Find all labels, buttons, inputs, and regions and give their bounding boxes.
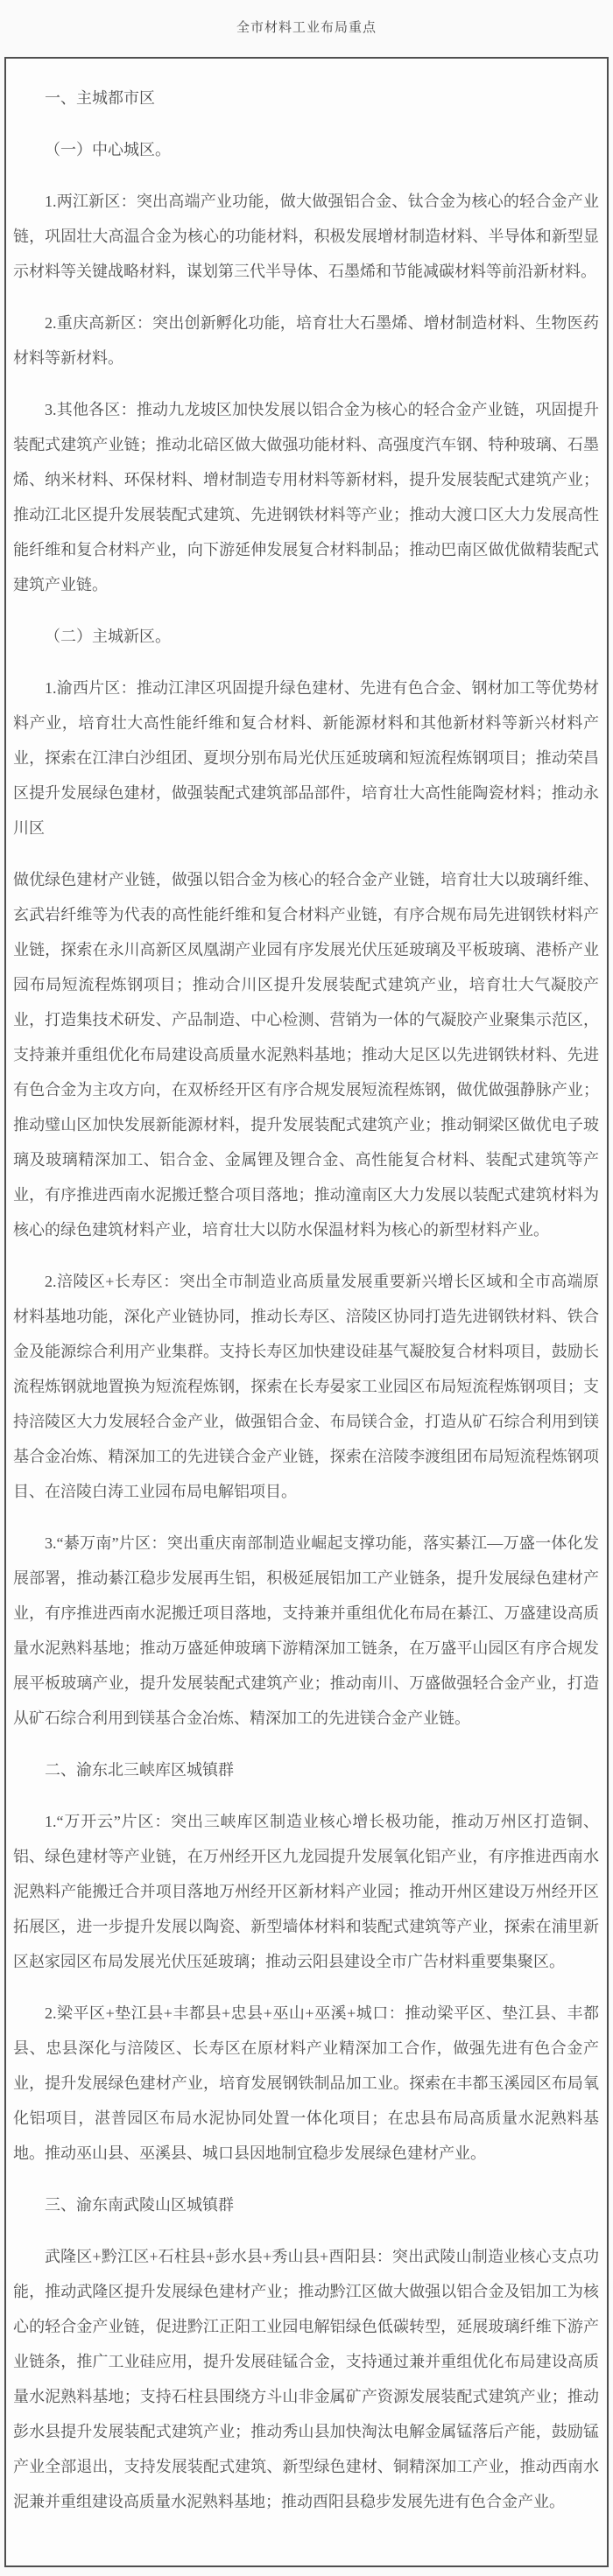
body-paragraph: 1.渝西片区：推动江津区巩固提升绿色建材、先进有色合金、钢材加工等优势材料产业，培育壮大高性能纤维和复合材料、新能源材料和其他新材料等新兴材料产业，探索在江津白沙组团、夏坝分别布局光伏压延玻璃和短流程炼钢项目；推动荣昌区提升发展绿色建材，做强装配式建筑部品部件，培育壮大高性能陶瓷材料；推动永川区 — [13, 679, 599, 837]
document-body — [13, 81, 599, 2519]
body-paragraph: 3.“綦万南”片区：突出重庆南部制造业崛起支撑功能，落实綦江—万盛一体化发展部署，推动綦江稳步发展再生铝，积极延展铝加工产业链条，提升发展绿色建材产业，有序推进西南水泥搬迁项目落地，支持兼并重组优化布局在綦江、万盛建设高质量水泥熟料基地；推动万盛延伸玻璃下游精深加工链条，在万盛平山园区有序合规发展平板玻璃产业，提升发展装配式建筑产业；推动南川、万盛做强轻合金产业，打造从矿石综合利用到镁基合金冶炼、精深加工的先进镁合金产业链。 — [13, 1534, 599, 1727]
body-paragraph: 2.重庆高新区：突出创新孵化功能，培育壮大石墨烯、增材制造材料、生物医药材料等新材料。 — [13, 314, 599, 367]
section-heading: 二、渝东北三峡库区城镇群 — [45, 1761, 234, 1779]
body-paragraph: 2.梁平区+垫江县+丰都县+忠县+巫山+巫溪+城口：推动梁平区、垫江县、丰都县、忠县深化与涪陵区、长寿区在原材料产业精深加工合作，做强先进有色合金产业，提升发展绿色建材产业，培育发展钢铁制品加工业。探索在丰都玉溪园区布局氧化铝项目，湛普园区布局水泥协同处置一体化项目；在忠县布局高质量水泥熟料基地。推动巫山县、巫溪县、城口县因地制宜稳步发展绿色建材产业。 — [13, 2004, 599, 2162]
document-title: 全市材料工业布局重点 — [236, 21, 377, 35]
body-paragraph: 3.其他各区：推动九龙坡区加快发展以铝合金为核心的轻合金产业链，巩固提升装配式建筑产业链；推动北碚区做大做强功能材料、高强度汽车钢、特种玻璃、石墨烯、纳米材料、环保材料、增材制造专用材料等新材料，提升发展装配式建筑产业；推动江北区提升发展装配式建筑、先进钢铁材料等产业；推动大渡口区大力发展高性能纤维和复合材料产业，向下游延伸发展复合材料制品；推动巴南区做优做精装配式建筑产业链。 — [13, 401, 599, 593]
document-border-box — [4, 57, 609, 2567]
body-paragraph: 2.涪陵区+长寿区：突出全市制造业高质量发展重要新兴增长区域和全市高端原材料基地功能，深化产业链协同，推动长寿区、涪陵区协同打造先进钢铁材料、铁合金及能源综合利用产业集群。支持长寿区加快建设硅基气凝胶复合材料项目，鼓励长流程炼钢就地置换为短流程炼钢，探索在长寿晏家工业园区布局短流程炼钢项目；支持涪陵区大力发展轻合金产业，做强铝合金、布局镁合金，打造从矿石综合利用到镁基合金冶炼、精深加工的先进镁合金产业链，探索在涪陵李渡组团布局短流程炼钢项目、在涪陵白涛工业园布局电解铝项目。 — [13, 1273, 599, 1500]
sub-section-heading: （二）主城新区。 — [45, 628, 171, 645]
body-paragraph: 1.两江新区：突出高端产业功能，做大做强铝合金、钛合金为核心的轻合金产业链，巩固壮大高温合金为核心的功能材料，积极发展增材制造材料、半导体和新型显示材料等关键战略材料，谋划第三代半导体、石墨烯和节能减碳材料等前沿新材料。 — [13, 193, 599, 280]
body-paragraph: 武隆区+黔江区+石柱县+彭水县+秀山县+酉阳县：突出武陵山制造业核心支点功能，推动武隆区提升发展绿色建材产业；推动黔江区做大做强以铝合金及铝加工为核心的轻合金产业链，促进黔江正阳工业园电解铝绿色低碳转型，延展玻璃纤维下游产业链条，推广工业硅应用，提升发展硅锰合金，支持通过兼并重组优化布局建设高质量水泥熟料基地；支持石柱县围绕方斗山非金属矿产资源发展装配式建筑产业；推动彭水县提升发展装配式建筑产业；推动秀山县加快淘汰电解金属锰落后产能，鼓励锰产业全部退出，支持发展装配式建筑、新型绿色建材、铜精深加工产业，推动西南水泥兼并重组建设高质量水泥熟料基地；推动酉阳县稳步发展先进有色合金产业。 — [13, 2248, 599, 2510]
body-paragraph: 1.“万开云”片区：突出三峡库区制造业核心增长极功能，推动万州区打造铜、铝、绿色建材等产业链，在万州经开区九龙园提升发展氧化铝产业，有序推进西南水泥熟料产能搬迁合并项目落地万州经开区新材料产业园；推动开州区建设万州经开区拓展区，进一步提升发展以陶瓷、新型墙体材料和装配式建筑等产业，探索在浦里新区赵家园区布局发展光伏压延玻璃；推动云阳县建设全市广告材料重要集聚区。 — [13, 1813, 599, 1970]
section-heading: 三、渝东南武陵山区城镇群 — [45, 2196, 234, 2214]
sub-section-heading: （一）中心城区。 — [45, 141, 171, 158]
body-paragraph: 做优绿色建材产业链，做强以铝合金为核心的轻合金产业链，培育壮大以玻璃纤维、玄武岩纤维等为代表的高性能纤维和复合材料产业链，有序合规布局先进钢铁材料产业链，探索在永川高新区凤凰湖产业园有序发展光伏压延玻璃及平板玻璃、港桥产业园布局短流程炼钢项目；推动合川区提升发展装配式建筑产业，培育壮大气凝胶产业，打造集技术研发、产品制造、中心检测、营销为一体的气凝胶产业聚集示范区，支持兼并重组优化布局建设高质量水泥熟料基地；推动大足区以先进钢铁材料、先进有色合金为主攻方向，在双桥经开区有序合规发展短流程炼钢，做优做强静脉产业；推动璧山区加快发展新能源材料，提升发展装配式建筑产业；推动铜梁区做优电子玻璃及玻璃精深加工、铝合金、金属锂及锂合金、高性能复合材料、装配式建筑等产业，有序推进西南水泥搬迁整合项目落地；推动潼南区大力发展以装配式建筑材料为核心的绿色建筑材料产业，培育壮大以防水保温材料为核心的新型材料产业。 — [13, 871, 599, 1239]
section-heading: 一、主城都市区 — [45, 89, 155, 107]
